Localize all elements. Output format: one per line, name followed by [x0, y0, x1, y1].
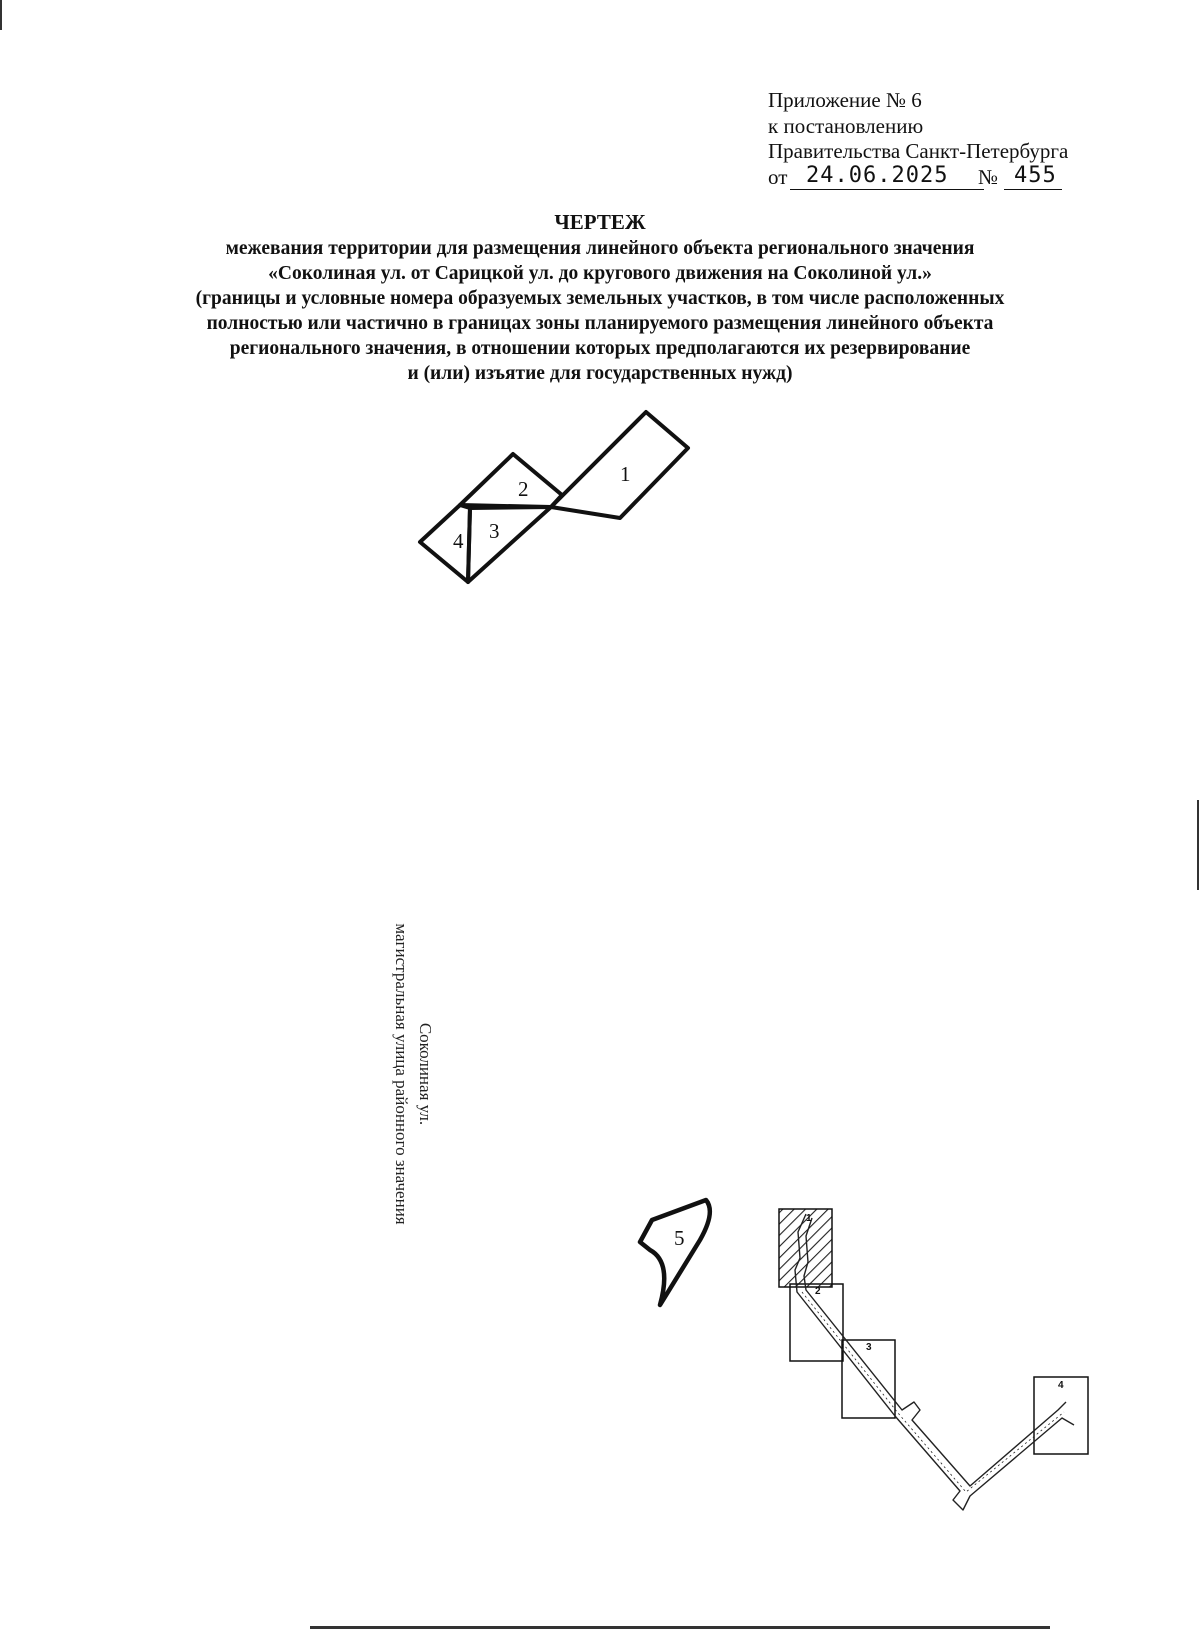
title-line-2: «Соколиная ул. от Сарицкой ул. до кругового движения на Соколиной ул.» — [268, 263, 932, 284]
parcel-5-boundary — [640, 1200, 710, 1305]
title-line-4: полностью или частично в границах зоны планируемого размещения линейного объекта — [206, 313, 994, 334]
index-sheet-label-1: 1 — [806, 1213, 812, 1224]
index-sheet-label-4: 4 — [1058, 1380, 1064, 1391]
attachment-line-1: Приложение № 6 — [768, 88, 922, 112]
document-number: 455 — [1014, 162, 1057, 188]
parcel-2-boundary — [460, 454, 562, 507]
road-outline-left — [795, 1214, 1074, 1510]
attachment-line-2: к постановлению — [768, 113, 924, 138]
parcel-label-2: 2 — [518, 477, 529, 501]
index-sheet-labels — [806, 1213, 1064, 1391]
title-line-3: (границы и условные номера образуемых земельных участков, в том числе расположенных — [195, 288, 1005, 309]
parcel-label-3: 3 — [489, 519, 500, 543]
title-line-1: межевания территории для размещения линейного объекта регионального значения — [225, 238, 975, 259]
index-sheet-label-2: 2 — [815, 1286, 821, 1297]
index-sheet-label-3: 3 — [866, 1342, 872, 1353]
title-line-5: регионального значения, в отношении которых предполагаются их резервирование — [229, 338, 971, 359]
title-line-6: и (или) изъятие для государственных нужд) — [407, 363, 793, 384]
index-map — [779, 1209, 1088, 1510]
parcel-label-1: 1 — [620, 462, 631, 486]
street-category: магистральная улица районного значения — [392, 923, 411, 1225]
attachment-line-3: Правительства Санкт-Петербурга — [768, 139, 1069, 163]
date-prefix: от — [768, 164, 788, 189]
street-name: Соколиная ул. — [416, 1022, 435, 1126]
number-prefix: № — [978, 164, 999, 189]
parcel-scheme — [420, 412, 688, 582]
title-heading: ЧЕРТЕЖ — [554, 210, 646, 234]
road-corridor — [795, 1214, 1074, 1510]
parcel-label-4: 4 — [453, 529, 464, 553]
parcel-5 — [640, 1200, 710, 1305]
document-date: 24.06.2025 — [806, 162, 949, 188]
parcel-3-boundary — [468, 507, 551, 582]
parcel-label-5: 5 — [674, 1226, 685, 1250]
